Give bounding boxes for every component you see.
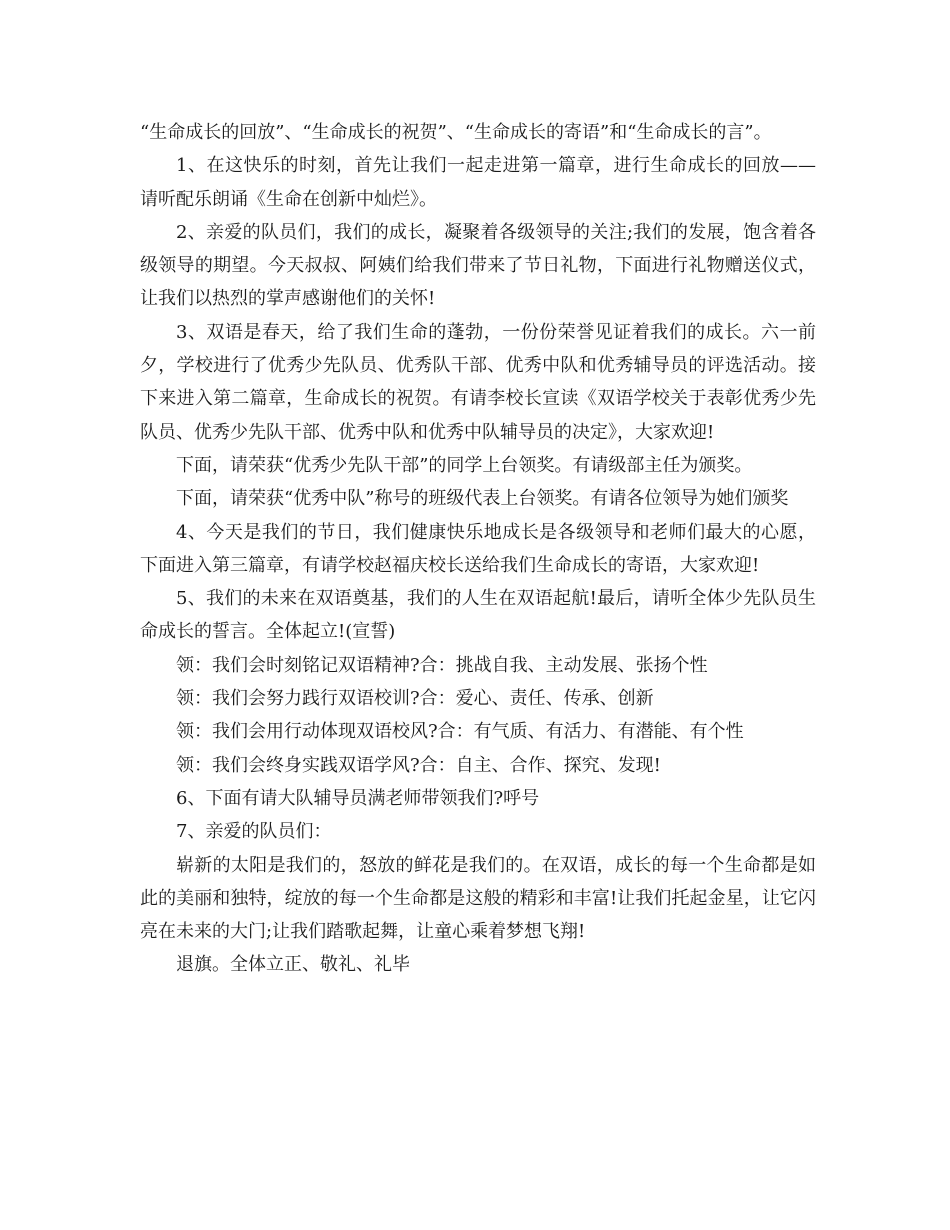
paragraph-14: 崭新的太阳是我们的，怒放的鲜花是我们的。在双语，成长的每一个生命都是如此的美丽和独特，绽放的每一个生命都是这般的精彩和丰富!让我们托起金星，让它闪亮在未来的大门;让我们踏歌起舞，让童心乘着梦想飞翔! (140, 854, 816, 943)
paragraph-1: 1、在这快乐的时刻，首先让我们一起走进第一篇章，进行生命成长的回放——请听配乐朗诵《生命在创新中灿烂》。 (140, 155, 816, 210)
paragraph-7: 5、我们的未来在双语奠基，我们的人生在双语起航!最后，请听全体少先队员生命成长的誓言。全体起立!(宣誓) (140, 588, 816, 643)
paragraph-13: 7、亲爱的队员们： (176, 821, 332, 843)
paragraph-12: 6、下面有请大队辅导员满老师带领我们?呼号 (176, 787, 540, 809)
paragraph-10: 领：我们会用行动体现双语校风?合：有气质、有活力、有潜能、有个性 (176, 721, 744, 743)
paragraph-6: 4、今天是我们的节日，我们健康快乐地成长是各级领导和老师们最大的心愿，下面进入第三篇章，有请学校赵福庆校长送给我们生命成长的寄语，大家欢迎! (140, 521, 816, 576)
paragraph-11: 领：我们会终身实践双语学风?合：自主、合作、探究、发现! (176, 754, 661, 776)
paragraph-5: 下面，请荣获“优秀中队”称号的班级代表上台领奖。有请各位领导为她们颁奖 (176, 488, 789, 510)
paragraph-0: “生命成长的回放”、“生命成长的祝贺”、“生命成长的寄语”和“生命成长的言”。 (140, 122, 772, 143)
paragraph-9: 领：我们会努力践行双语校训?合：爱心、责任、传承、创新 (176, 688, 654, 710)
document-body (140, 116, 816, 982)
paragraph-15: 退旗。全体立正、敬礼、礼毕 (176, 954, 410, 976)
paragraph-3: 3、双语是春天，给了我们生命的蓬勃，一份份荣誉见证着我们的成长。六一前夕，学校进行了优秀少先队员、优秀队干部、优秀中队和优秀辅导员的评选活动。接下来进入第二篇章，生命成长的祝贺。有请李校长宣读《双语学校关于表彰优秀少先队员、优秀少先队干部、优秀中队和优秀中队辅导员的决定》，大家欢迎! (140, 321, 816, 443)
paragraph-4: 下面，请荣获“优秀少先队干部”的同学上台领奖。有请级部主任为颁奖。 (176, 454, 753, 476)
paragraph-8: 领：我们会时刻铭记双语精神?合：挑战自我、主动发展、张扬个性 (176, 654, 708, 676)
paragraph-2: 2、亲爱的队员们，我们的成长，凝聚着各级领导的关注;我们的发展，饱含着各级领导的期望。今天叔叔、阿姨们给我们带来了节日礼物，下面进行礼物赠送仪式，让我们以热烈的掌声感谢他们的关怀! (140, 221, 816, 310)
